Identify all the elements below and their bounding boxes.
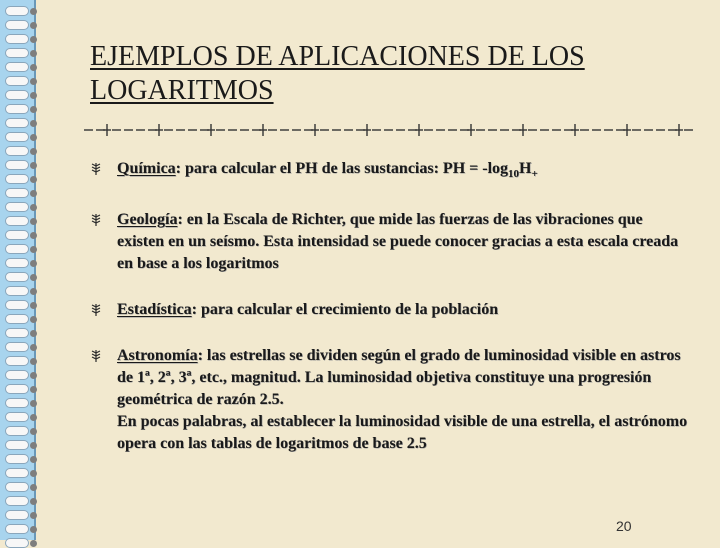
binding-ring <box>5 370 29 380</box>
binding-ring <box>5 258 29 268</box>
binding-hole <box>30 414 37 421</box>
binding-hole <box>30 190 37 197</box>
page-number: 20 <box>616 518 632 534</box>
bullet-list <box>90 158 690 479</box>
binding-ring <box>5 384 29 394</box>
binding-ring <box>5 398 29 408</box>
bullet-extra-text: En pocas palabras, al establecer la luminosidad visible de una estrella, el astrónomo opera con las tablas de logaritmos de base 2.5 <box>117 413 688 452</box>
binding-hole <box>30 498 37 505</box>
binding-ring <box>5 188 29 198</box>
binding-ring <box>5 160 29 170</box>
bullet-tail-subscript: + <box>531 168 538 180</box>
binding-hole <box>30 78 37 85</box>
bullet-geologia <box>90 209 690 275</box>
binding-ring <box>5 90 29 100</box>
binding-ring <box>5 342 29 352</box>
bullet-estadistica <box>90 299 690 321</box>
bullet-term: Química <box>117 160 176 177</box>
binding-ring <box>5 454 29 464</box>
slide-title: EJEMPLOS DE APLICACIONES DE LOS LOGARITMOS <box>90 41 585 106</box>
binding-hole <box>30 36 37 43</box>
binding-hole <box>30 120 37 127</box>
binding-ring <box>5 328 29 338</box>
binding-hole <box>30 470 37 477</box>
binding-ring <box>5 76 29 86</box>
bullet-term: Geología <box>117 211 178 228</box>
binding-hole <box>30 526 37 533</box>
pine-sprig-icon <box>90 163 102 175</box>
binding-ring <box>5 146 29 156</box>
binding-hole <box>30 232 37 239</box>
binding-ring <box>5 216 29 226</box>
binding-hole <box>30 288 37 295</box>
binding-hole <box>30 344 37 351</box>
binding-hole <box>30 22 37 29</box>
binding-hole <box>30 218 37 225</box>
bullet-text: : en la Escala de Richter, que mide las fuerzas de las vibraciones que existen en un seísmo. Esta intensidad se puede conocer gracias a esta escala creada en base a los logaritmos <box>117 211 679 272</box>
binding-hole <box>30 456 37 463</box>
binding-ring <box>5 202 29 212</box>
binding-ring <box>5 496 29 506</box>
binding-hole <box>30 302 37 309</box>
binding-ring <box>5 286 29 296</box>
binding-ring <box>5 426 29 436</box>
binding-hole <box>30 386 37 393</box>
binding-ring <box>5 314 29 324</box>
binding-hole <box>30 8 37 15</box>
binding-hole <box>30 106 37 113</box>
binding-hole <box>30 358 37 365</box>
bullet-text: : para calcular el PH de las sustancias: PH = -log <box>175 160 509 177</box>
bullet-subscript: 10 <box>508 168 520 180</box>
binding-ring <box>5 524 29 534</box>
binding-hole <box>30 372 37 379</box>
bullet-astronomia <box>90 345 690 455</box>
binding-ring <box>5 20 29 30</box>
binding-ring <box>5 6 29 16</box>
binding-hole <box>30 316 37 323</box>
bullet-quimica <box>90 158 690 185</box>
binding-hole <box>30 400 37 407</box>
binding-ring <box>5 244 29 254</box>
binding-ring <box>5 510 29 520</box>
binding-ring <box>5 62 29 72</box>
binding-hole <box>30 274 37 281</box>
binding-hole <box>30 204 37 211</box>
pine-sprig-icon <box>90 214 102 226</box>
binding-ring <box>5 104 29 114</box>
binding-hole <box>30 176 37 183</box>
binding-ring <box>5 468 29 478</box>
binding-ring <box>5 34 29 44</box>
binding-hole <box>30 512 37 519</box>
binding-hole <box>30 64 37 71</box>
bullet-term: Estadística <box>117 301 192 318</box>
bullet-tail: H <box>519 160 532 177</box>
binding-ring <box>5 272 29 282</box>
binding-ring <box>5 482 29 492</box>
bullet-text: : para calcular el crecimiento de la población <box>191 301 499 318</box>
binding-ring <box>5 118 29 128</box>
binding-ring <box>5 412 29 422</box>
binding-hole <box>30 330 37 337</box>
binding-ring <box>5 356 29 366</box>
binding-ring <box>5 132 29 142</box>
binding-hole <box>30 92 37 99</box>
binding-hole <box>30 134 37 141</box>
binding-ring <box>5 230 29 240</box>
binding-hole <box>30 246 37 253</box>
pine-sprig-icon <box>90 350 102 362</box>
binding-hole <box>30 162 37 169</box>
binding-hole <box>30 50 37 57</box>
bullet-text: : las estrellas se dividen según el grado de luminosidad visible en astros de 1ª, 2ª, 3ª, etc., magnitud. La luminosidad objetiva constituye una progresión geométrica de razón 2.5. <box>117 347 681 408</box>
binding-hole <box>30 428 37 435</box>
binding-ring <box>5 440 29 450</box>
bullet-term: Astronomía <box>117 347 198 364</box>
binding-hole <box>30 260 37 267</box>
spiral-binding <box>0 0 36 540</box>
binding-hole <box>30 484 37 491</box>
binding-ring <box>5 174 29 184</box>
binding-ring <box>5 300 29 310</box>
pine-sprig-icon <box>90 304 102 316</box>
binding-ring <box>5 48 29 58</box>
binding-hole <box>30 442 37 449</box>
dash-cross-divider <box>84 118 698 142</box>
binding-hole <box>30 148 37 155</box>
binding-hole <box>30 540 37 547</box>
